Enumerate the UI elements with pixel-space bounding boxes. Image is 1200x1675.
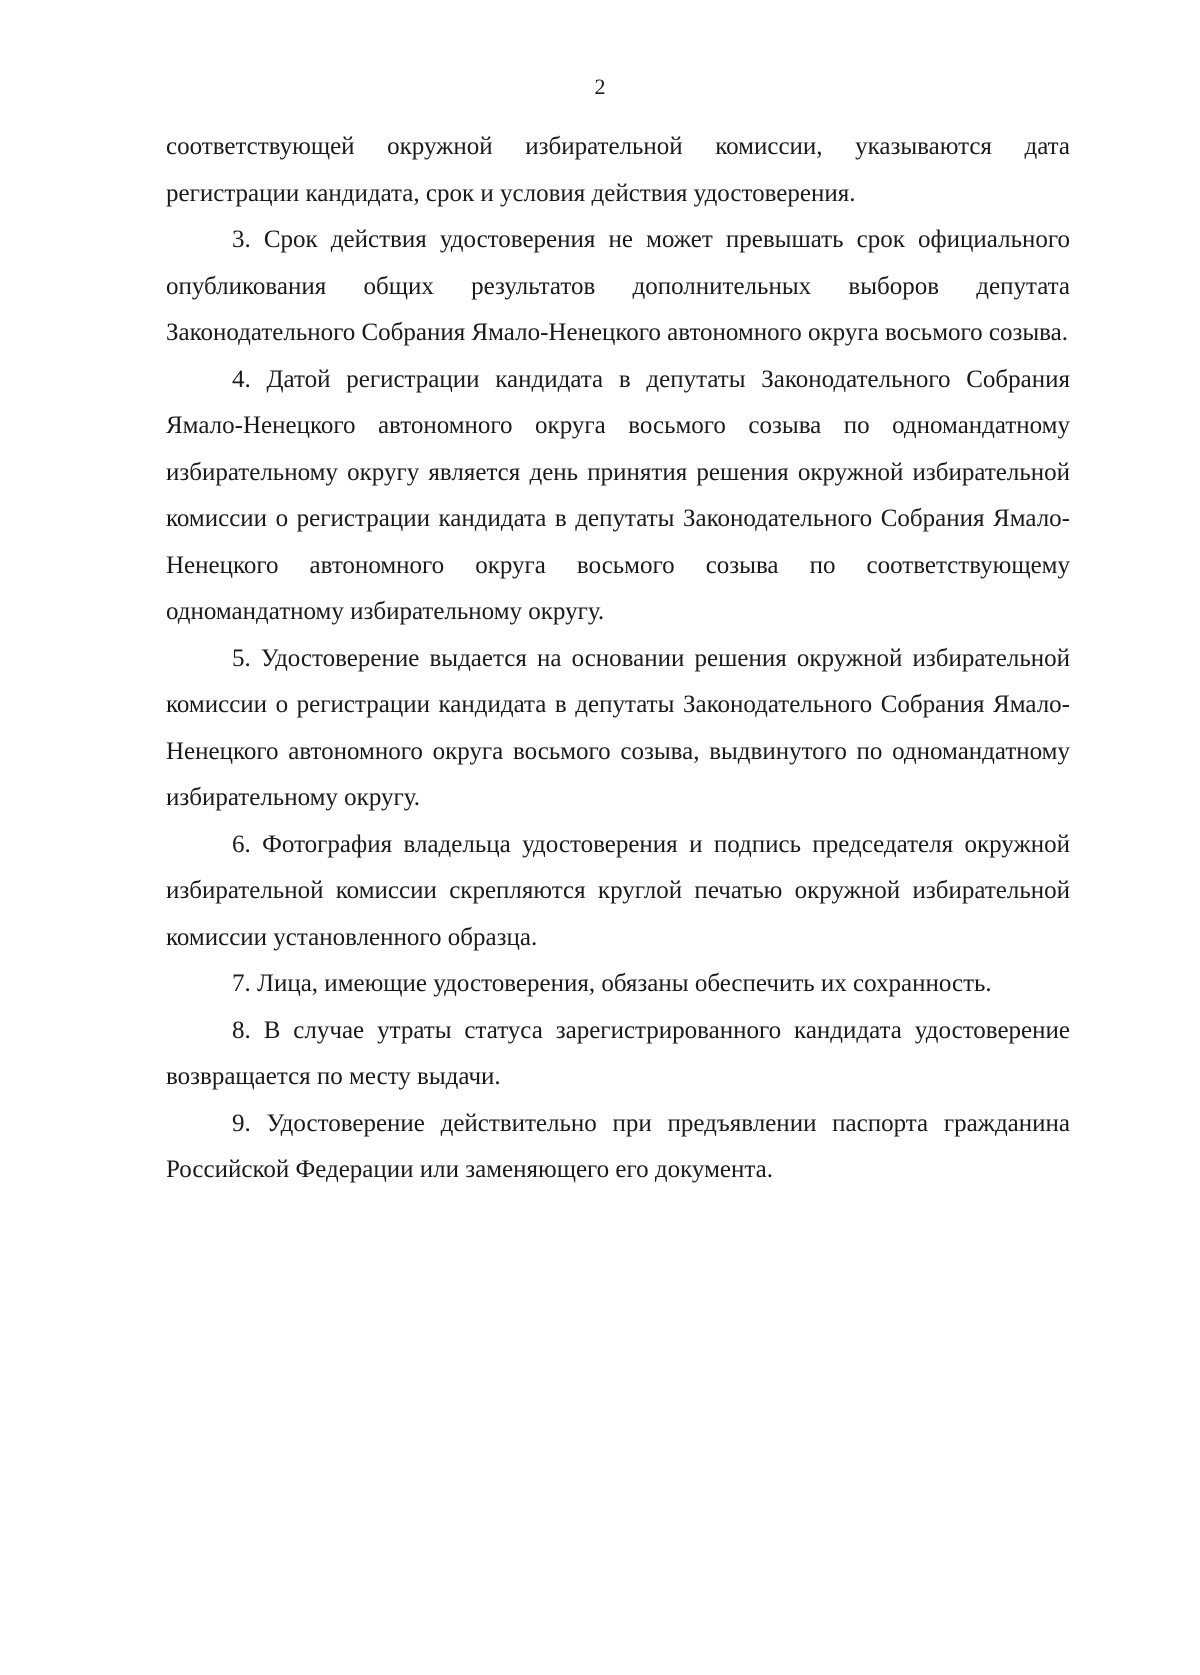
paragraph-item-4: 4. Датой регистрации кандидата в депутаты Законодательного Собрания Ямало-Ненецкого автономного округа восьмого созыва по одномандатному избирательному округу является день принятия решения окружной избирательной комиссии о регистрации кандидата в депутаты Законодательного Собрания Ямало-Ненецкого автономного округа восьмого созыва по соответствующему одномандатному избирательному округу. [166, 365, 1070, 625]
paragraph-item-9: 9. Удостоверение действительно при предъявлении паспорта гражданина Российской Федерации или заменяющего его документа. [166, 1109, 1070, 1183]
paragraph-item-8: 8. В случае утраты статуса зарегистрированного кандидата удостоверение возвращается по месту выдачи. [166, 1016, 1070, 1090]
document-body [166, 124, 1070, 1194]
page-number: 2 [594, 74, 606, 99]
paragraph-item-5: 5. Удостоверение выдается на основании решения окружной избирательной комиссии о регистрации кандидата в депутаты Законодательного Собрания Ямало-Ненецкого автономного округа восьмого созыва, выдвинутого по одномандатному избирательному округу. [166, 644, 1070, 811]
paragraph-continuation: соответствующей окружной избирательной комиссии, указываются дата регистрации кандидата, срок и условия действия удостоверения. [166, 133, 1070, 207]
paragraph-item-3: 3. Срок действия удостоверения не может превышать срок официального опубликования общих результатов дополнительных выборов депутата Законодательного Собрания Ямало-Ненецкого автономного округа восьмого созыва. [166, 226, 1070, 346]
paragraph-item-6: 6. Фотография владельца удостоверения и подпись председателя окружной избирательной комиссии скрепляются круглой печатью окружной избирательной комиссии установленного образца. [166, 830, 1070, 951]
paragraph-item-7: 7. Лица, имеющие удостоверения, обязаны обеспечить их сохранность. [232, 970, 992, 997]
